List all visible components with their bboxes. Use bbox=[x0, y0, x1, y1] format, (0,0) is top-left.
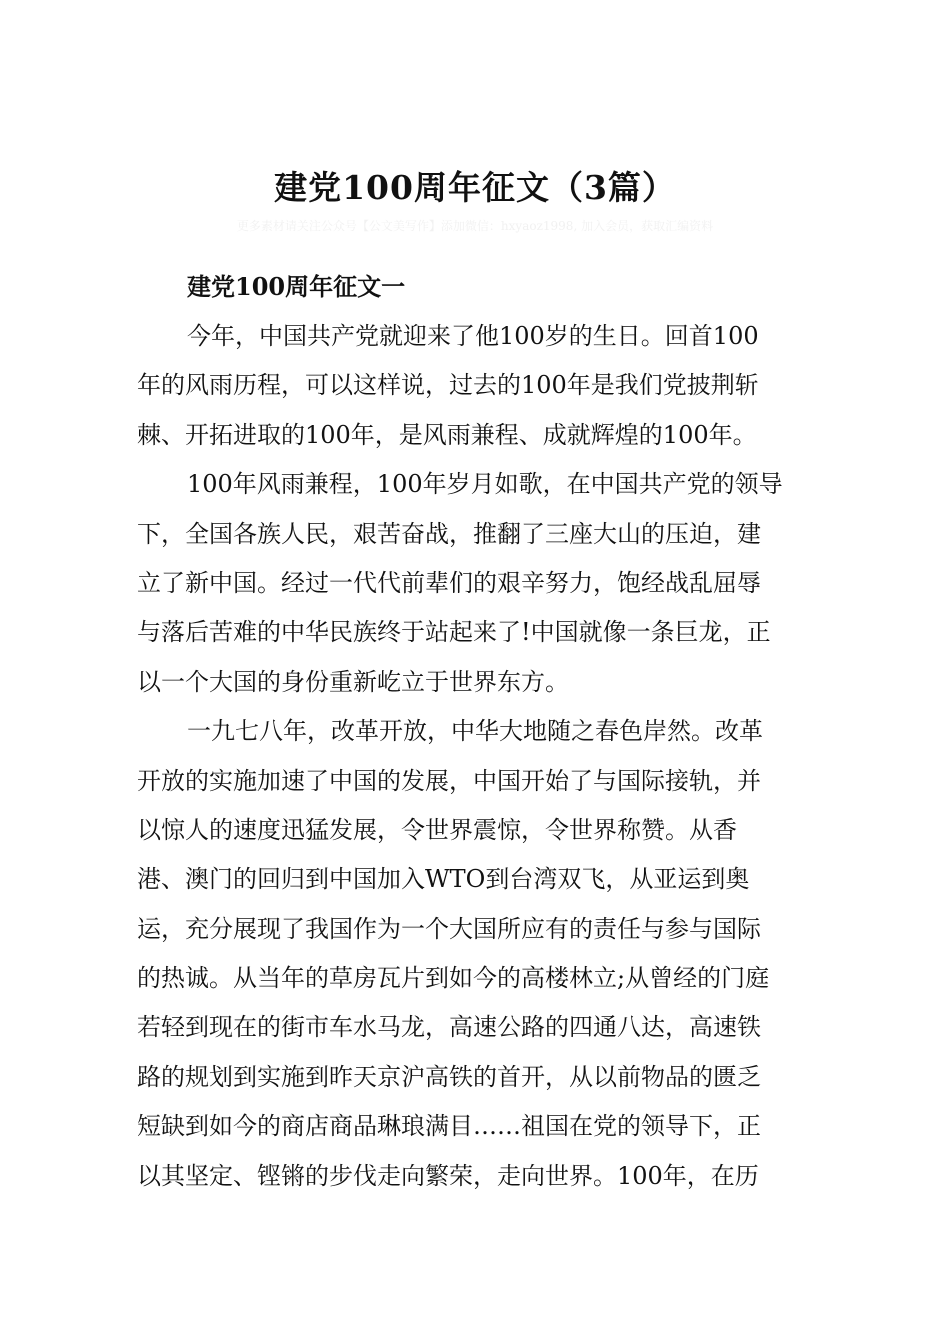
paragraph-line: 今年，中国共产党就迎来了他100岁的生日。回首100 bbox=[187, 322, 759, 350]
paragraph-line: 100年风雨兼程，100年岁月如歌，在中国共产党的领导 bbox=[187, 470, 783, 499]
paragraph-line: 下，全国各族人民，艰苦奋战，推翻了三座大山的压迫，建 bbox=[137, 519, 761, 548]
document-body bbox=[137, 262, 813, 1201]
paragraph-line: 以惊人的速度迅猛发展，令世界震惊，令世界称赞。从香 bbox=[137, 815, 737, 844]
paragraph-line: 运，充分展现了我国作为一个大国所应有的责任与参与国际 bbox=[137, 914, 761, 943]
paragraph-line: 短缺到如今的商店商品琳琅满目……祖国在党的领导下，正 bbox=[137, 1112, 761, 1141]
document-title: 建党100周年征文（3篇） bbox=[274, 168, 676, 207]
paragraph-line: 路的规划到实施到昨天京沪高铁的首开，从以前物品的匮乏 bbox=[137, 1062, 761, 1091]
paragraph-3 bbox=[137, 707, 813, 1201]
paragraph-line: 的热诚。从当年的草房瓦片到如今的高楼林立;从曾经的门庭 bbox=[137, 964, 770, 993]
paragraph-2 bbox=[137, 460, 813, 707]
paragraph-line: 若轻到现在的街市车水马龙，高速公路的四通八达，高速铁 bbox=[137, 1013, 761, 1042]
watermark-text: 更多素材请关注公众号【公文美写作】添加微信：hxyaoz1998, 加入会员，获取汇编资料 bbox=[236, 219, 714, 233]
paragraph-line: 港、澳门的回归到中国加入WTO到台湾双飞，从亚运到奥 bbox=[137, 865, 750, 894]
paragraph-line: 立了新中国。经过一代代前辈们的艰辛努力，饱经战乱屈辱 bbox=[137, 568, 761, 597]
paragraph-line: 开放的实施加速了中国的发展，中国开始了与国际接轨，并 bbox=[137, 766, 761, 795]
section-heading: 建党100周年征文一 bbox=[187, 272, 406, 301]
paragraph-line: 以一个大国的身份重新屹立于世界东方。 bbox=[137, 667, 569, 696]
paragraph-line: 一九七八年，改革开放，中华大地随之春色岸然。改革 bbox=[187, 717, 763, 746]
paragraph-line: 与落后苦难的中华民族终于站起来了!中国就像一条巨龙，正 bbox=[137, 618, 771, 647]
paragraph-line: 棘、开拓进取的100年，是风雨兼程、成就辉煌的100年。 bbox=[137, 420, 757, 449]
paragraph-1 bbox=[137, 312, 813, 460]
paragraph-line: 以其坚定、铿锵的步伐走向繁荣，走向世界。100年，在历 bbox=[137, 1161, 759, 1190]
paragraph-line: 年的风雨历程，可以这样说，过去的100年是我们党披荆斩 bbox=[137, 371, 759, 400]
